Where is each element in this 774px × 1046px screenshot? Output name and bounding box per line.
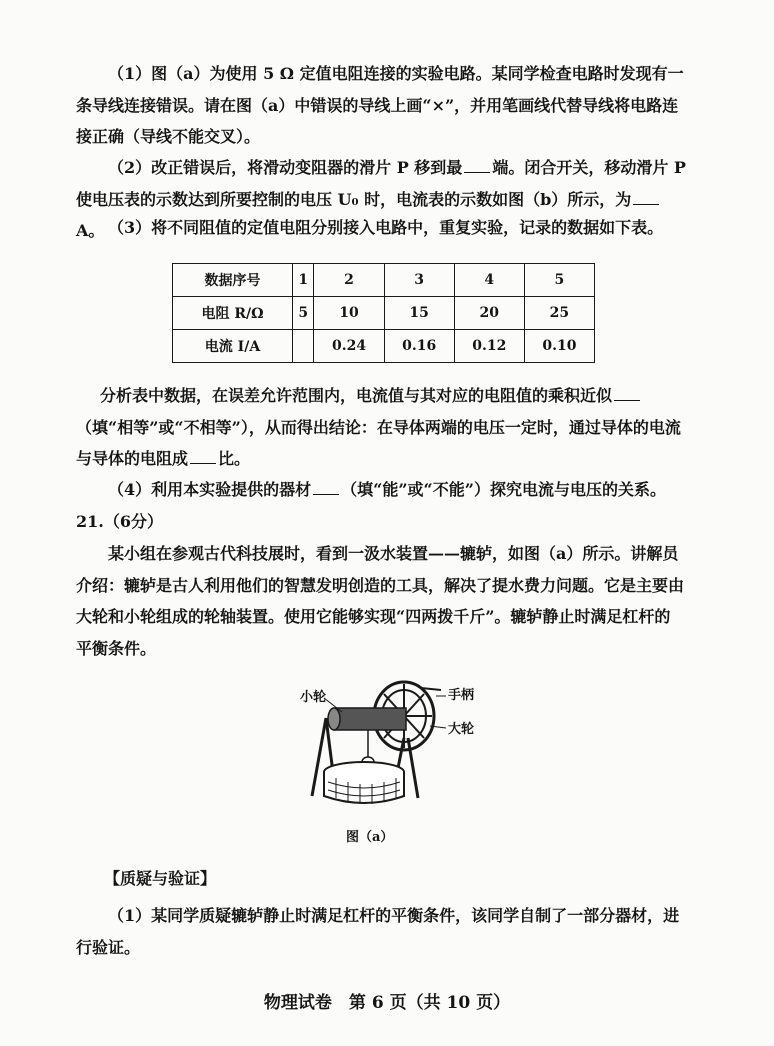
table-cell: 2: [314, 264, 384, 297]
section-heading: 【质疑与验证】: [104, 869, 217, 888]
q20-part2-text-a: （2）改正错误后，将滑动变阻器的滑片 P 移到最: [108, 158, 463, 177]
q20-analysis-text-a: 分析表中数据，在误差允许范围内，电流值与其对应的电阻值的乘积近似: [100, 386, 613, 405]
table-row: [173, 264, 595, 297]
q21-part1: （1）某同学质疑辘轳静止时满足杠杆的平衡条件，该同学自制了一部分器材，进行验证。: [76, 906, 680, 957]
table-cell: 0.16: [384, 330, 454, 363]
q20-part3: （3）将不同阻值的定值电阻分别接入电路中，重复实验，记录的数据如下表。: [108, 218, 664, 237]
q21-heading: 21.（6分）: [76, 512, 163, 531]
q20-analysis-text-b: （填“相等”或“不相等”），从而得出结论：在导体两端的电压一定时，通过导体的电流与导体的电阻成: [76, 417, 681, 468]
table-cell: 4: [454, 264, 524, 297]
table-cell: 电阻 R/Ω: [173, 297, 293, 330]
table-cell: 3: [384, 264, 454, 297]
table-cell: 20: [454, 297, 524, 330]
table-cell: 0.10: [524, 330, 594, 363]
q20-part2-text-c: A。: [76, 221, 105, 240]
table-row: [173, 297, 595, 330]
table-cell-empty[interactable]: [293, 330, 314, 363]
q20-analysis-text-c: 比。: [218, 449, 251, 468]
page-footer: 物理试卷 第 6 页（共 10 页）: [263, 993, 511, 1013]
table-cell: 25: [524, 297, 594, 330]
table-cell: 0.24: [314, 330, 384, 363]
figure-caption: 图（a）: [346, 830, 394, 845]
table-cell: 10: [314, 297, 384, 330]
label-small-wheel: 小轮: [300, 690, 327, 705]
table-cell: 15: [384, 297, 454, 330]
answer-blank-current[interactable]: [633, 190, 659, 205]
q20-part4: [76, 474, 686, 506]
label-handle: 手柄: [448, 688, 475, 703]
q20-part4-text-b: （填“能”或“不能”）探究电流与电压的关系。: [341, 480, 666, 499]
table-row: [173, 330, 595, 363]
answer-blank-equal[interactable]: [614, 386, 640, 401]
table-cell: 5: [293, 297, 314, 330]
q21-intro: 某小组在参观古代科技展时，看到一汲水装置——辘轳，如图（a）所示。讲解员介绍：辘轳是古人利用他们的智慧发明创造的工具，解决了提水费力问题。它是主要由大轮和小轮组成的轮轴装置。使用它能够实现“四两拨千斤”。辘轳静止时满足杠杆的平衡条件。: [76, 544, 685, 658]
q20-part1: （1）图（a）为使用 5 Ω 定值电阻连接的实验电路。某同学检查电路时发现有一条导线连接错误。请在图（a）中错误的导线上画“×”，并用笔画线代替导线将电路连接正确（导线不能交叉）。: [76, 64, 684, 146]
q20-part2-text-b: 端。闭合开关，移动滑片 P 使电压表的示数达到所要控制的电压 U₀ 时，电流表的示数如图（b）所示，为: [76, 158, 686, 209]
q20-part4-text-a: （4）利用本实验提供的器材: [108, 480, 312, 499]
answer-blank-ratio[interactable]: [190, 449, 216, 464]
table-cell: 电流 I/A: [173, 330, 293, 363]
table-cell: 0.12: [454, 330, 524, 363]
table-cell: 数据序号: [173, 264, 293, 297]
answer-blank-end[interactable]: [464, 158, 490, 173]
answer-blank-can[interactable]: [313, 480, 339, 495]
table-cell: 1: [293, 264, 314, 297]
table-cell: 5: [524, 264, 594, 297]
q20-analysis: [76, 380, 686, 475]
label-big-wheel: 大轮: [448, 722, 475, 737]
data-table: [172, 263, 595, 363]
